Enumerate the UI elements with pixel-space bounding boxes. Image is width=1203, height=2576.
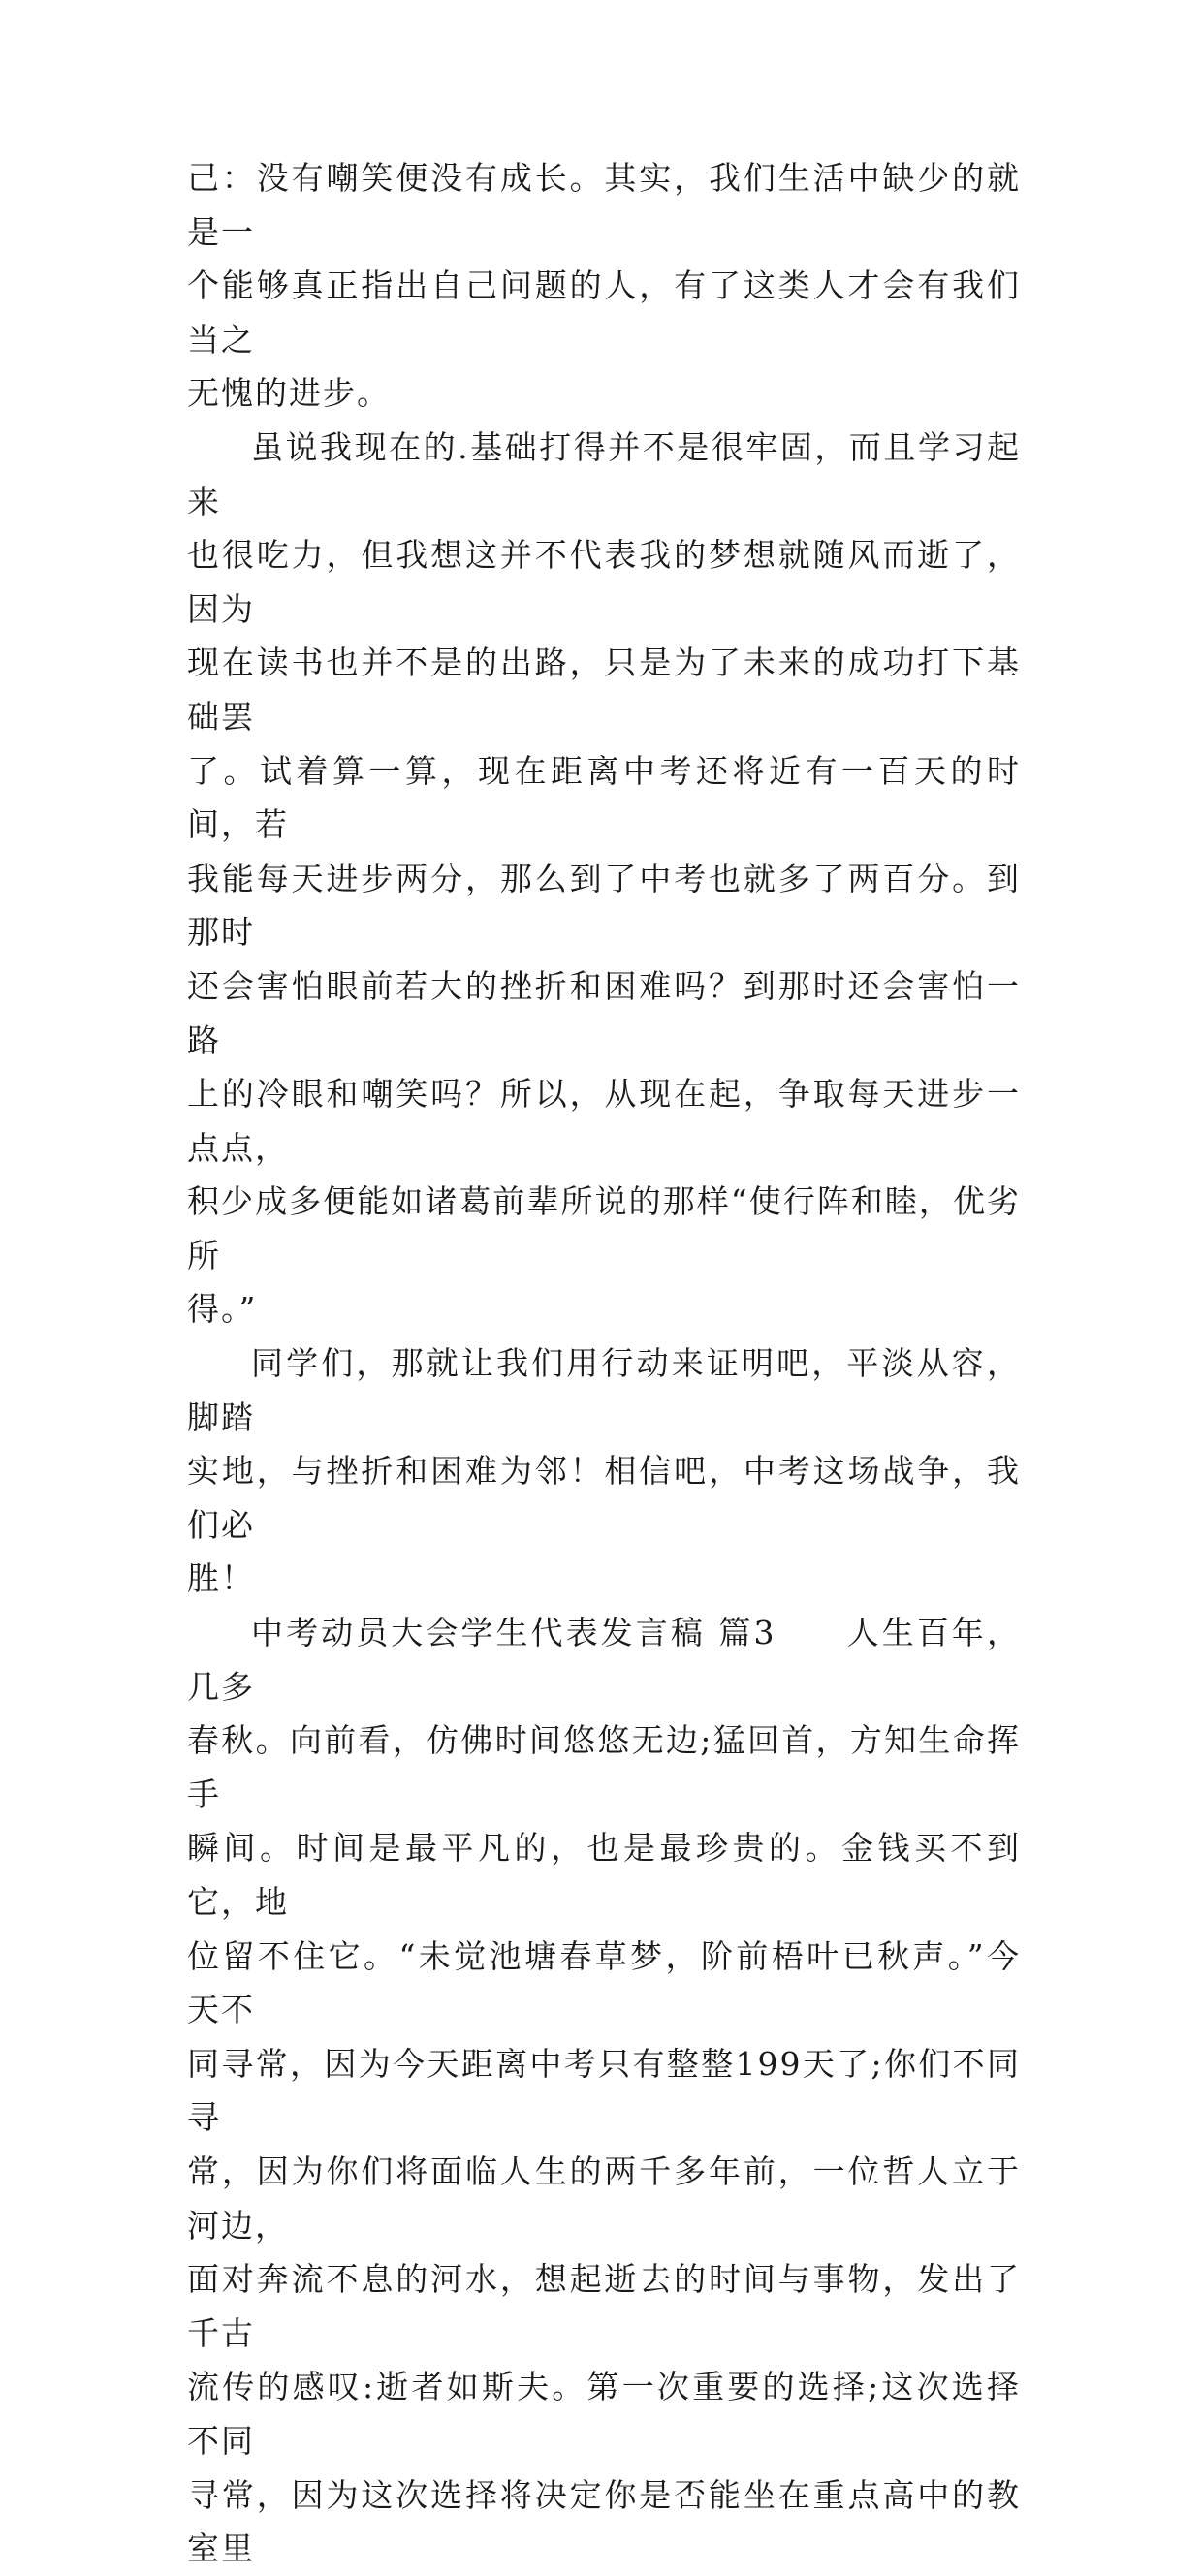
text-line: 也很吃力，但我想这并不代表我的梦想就随风而逝了，因为 — [187, 536, 1021, 628]
text-line: 无愧的进步。 — [187, 374, 391, 413]
document-body — [187, 151, 1021, 2576]
text-line: 同学们，那就让我们用行动来证明吧，平淡从容，脚踏 — [187, 1344, 1021, 1436]
text-line: 寻常，因为这次选择将决定你是否能坐在重点高中的教室里 — [187, 2475, 1021, 2568]
text-line: 位留不住它。“未觉池塘春草梦，阶前梧叶已秋声。”今天不 — [187, 1936, 1021, 2029]
paragraph-4 — [187, 1606, 1021, 2576]
text-line: 了。试着算一算，现在距离中考还将近有一百天的时间，若 — [187, 751, 1021, 844]
text-line: 流传的感叹:逝者如斯夫。第一次重要的选择;这次选择不同 — [187, 2368, 1021, 2460]
text-line: 面对奔流不息的河水，想起逝去的时间与事物，发出了千古 — [187, 2260, 1021, 2352]
paragraph-1 — [187, 151, 1021, 421]
text-line: 我能每天进步两分，那么到了中考也就多了两百分。到那时 — [187, 859, 1021, 952]
text-line: 己：没有嘲笑便没有成长。其实，我们生活中缺少的就是一 — [187, 159, 1021, 251]
text-line: 现在读书也并不是的出路，只是为了未来的成功打下基础罢 — [187, 644, 1021, 736]
text-line: 积少成多便能如诸葛前辈所说的那样“使行阵和睦，优劣所 — [187, 1182, 1021, 1274]
text-line: 常，因为你们将面临人生的两千多年前，一位哲人立于河边， — [187, 2152, 1021, 2245]
text-line: 上的冷眼和嘲笑吗？所以，从现在起，争取每天进步一点点， — [187, 1075, 1021, 1167]
text-line: 个能够真正指出自己问题的人，有了这类人才会有我们当之 — [187, 267, 1021, 359]
text-line: 春秋。向前看，仿佛时间悠悠无边;猛回首，方知生命挥手 — [187, 1721, 1021, 1813]
text-line: 虽说我现在的.基础打得并不是很牢固，而且学习起来 — [187, 427, 1021, 520]
text-line: 同寻常，因为今天距离中考只有整整199天了;你们不同寻 — [187, 2044, 1021, 2137]
text-line: 还会害怕眼前若大的挫折和困难吗？到那时还会害怕一路 — [187, 966, 1021, 1059]
text-line: 中考动员大会学生代表发言稿 篇3 人生百年，几多 — [187, 1614, 1021, 1706]
text-line: 瞬间。时间是最平凡的，也是最珍贵的。金钱买不到它，地 — [187, 1829, 1021, 1921]
text-line: 实地，与挫折和困难为邻！相信吧，中考这场战争，我们必 — [187, 1452, 1021, 1544]
text-line: 得。” — [187, 1290, 258, 1329]
paragraph-3 — [187, 1336, 1021, 1606]
paragraph-2 — [187, 421, 1021, 1336]
text-line: 胜！ — [187, 1559, 255, 1598]
